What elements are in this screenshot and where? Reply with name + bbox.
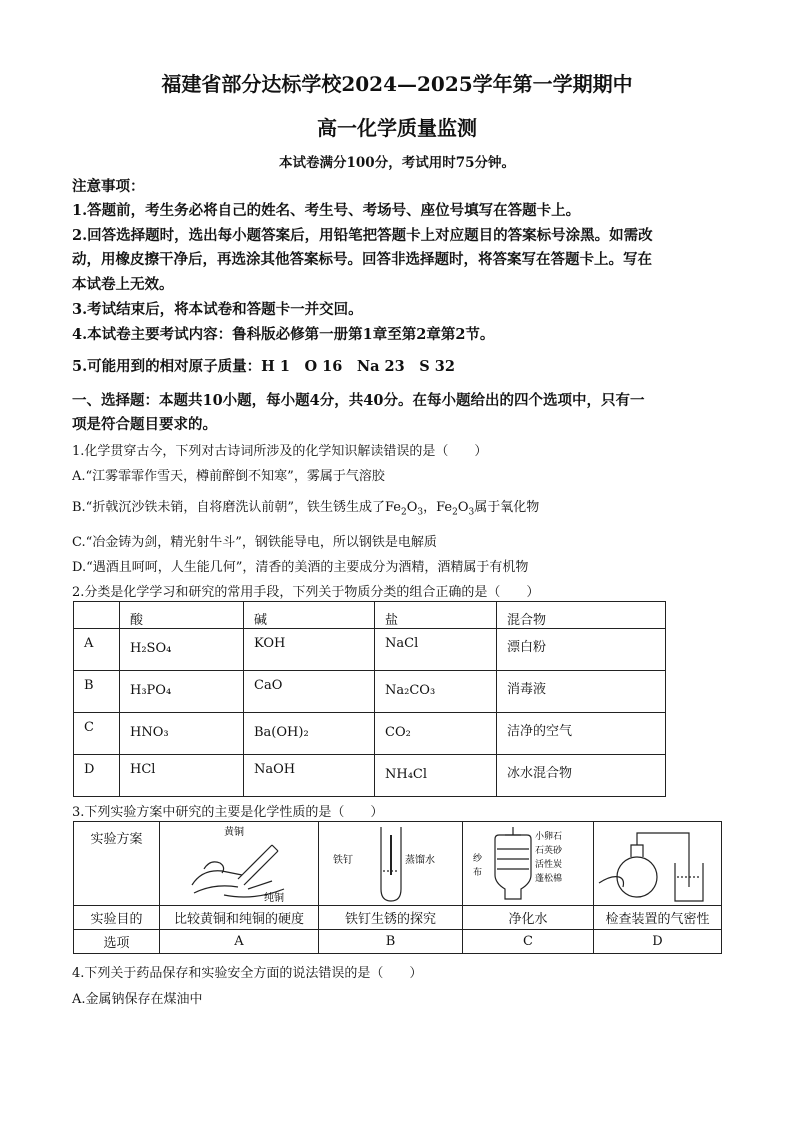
table-row xyxy=(74,755,666,797)
q2-cell-base: CaO xyxy=(244,671,375,713)
q3-table xyxy=(73,821,722,954)
note-3: 3.考试结束后，将本试卷和答题卡一并交回。 xyxy=(72,301,363,318)
section-1-line-2: 项是符合题目要求的。 xyxy=(72,416,217,433)
q3-figure-c xyxy=(463,822,594,906)
title-line-1: 福建省部分达标学校2024—2025学年第一学期期中 xyxy=(161,72,633,96)
q2-cell-salt: NaCl xyxy=(375,629,497,671)
q2-cell-mixture: 消毒液 xyxy=(497,671,666,713)
q2-header-acid: 酸 xyxy=(120,602,244,629)
q2-header-blank xyxy=(74,602,120,629)
table-row xyxy=(74,671,666,713)
q2-cell-mixture: 冰水混合物 xyxy=(497,755,666,797)
q2-cell-salt: CO₂ xyxy=(375,713,497,755)
q2-row-label: B xyxy=(74,671,120,713)
q2-table xyxy=(73,601,666,797)
note-2-line-2: 动，用橡皮擦干净后，再选涂其他答案标号。回答非选择题时，将答案写在答题卡上。写在 xyxy=(72,251,652,268)
q4-option-a: A.金属钠保存在煤油中 xyxy=(72,992,203,1007)
q3-purpose-a: 比较黄铜和纯铜的硬度 xyxy=(160,906,319,930)
label-pure-copper: 纯铜 xyxy=(264,892,284,904)
note-2-line-3: 本试卷上无效。 xyxy=(72,276,174,293)
notes-heading: 注意事项： xyxy=(72,178,145,195)
q2-stem: 2.分类是化学学习和研究的常用手段，下列关于物质分类的组合正确的是（ ） xyxy=(72,585,540,600)
q2-header-row xyxy=(74,602,666,629)
q2-cell-acid: HCl xyxy=(120,755,244,797)
q3-scheme-row xyxy=(74,822,722,906)
q2-cell-base: Ba(OH)₂ xyxy=(244,713,375,755)
q2-cell-acid: H₃PO₄ xyxy=(120,671,244,713)
label-brass: 黄铜 xyxy=(224,826,244,838)
q2-row-label: C xyxy=(74,713,120,755)
label-gauze-1: 纱 xyxy=(473,853,483,864)
note-2-line-1: 2.回答选择题时，选出每小题答案后，用铅笔把答题卡上对应题目的答案标号涂黑。如需改 xyxy=(72,227,653,244)
q3-purpose-c: 净化水 xyxy=(463,906,594,930)
label-pebble: 小卵石 xyxy=(535,831,563,842)
q3-figure-d xyxy=(594,822,722,906)
q2-cell-base: KOH xyxy=(244,629,375,671)
q4-stem: 4.下列关于药品保存和实验安全方面的说法错误的是（ ） xyxy=(72,966,423,981)
note-1: 1.答题前，考生务必将自己的姓名、考生号、考场号、座位号填写在答题卡上。 xyxy=(72,202,581,219)
q3-option-b: B xyxy=(319,930,463,954)
q2-header-mixture: 混合物 xyxy=(497,602,666,629)
q3-option-d: D xyxy=(594,930,722,954)
q3-scheme-label: 实验方案 xyxy=(74,822,160,906)
q2-cell-mixture: 洁净的空气 xyxy=(497,713,666,755)
exam-info: 本试卷满分100分，考试用时75分钟。 xyxy=(279,155,515,171)
q1-option-d: D.“遇酒且呵呵，人生能几何”，清香的美酒的主要成分为酒精，酒精属于有机物 xyxy=(72,560,529,575)
table-row xyxy=(74,713,666,755)
q1-stem: 1.化学贯穿古今，下列对古诗词所涉及的化学知识解读错误的是（ ） xyxy=(72,444,488,459)
table-row xyxy=(74,629,666,671)
title-line-2: 高一化学质量监测 xyxy=(317,116,477,140)
q2-header-salt: 盐 xyxy=(375,602,497,629)
q3-purpose-b: 铁钉生锈的探究 xyxy=(319,906,463,930)
hardness-test-illustration xyxy=(164,823,314,905)
q1-option-c: C.“冶金铸为剑，精光射牛斗”，钢铁能导电，所以钢铁是电解质 xyxy=(72,535,437,550)
label-gauze-2: 布 xyxy=(473,867,483,878)
q2-cell-salt: NH₄Cl xyxy=(375,755,497,797)
q1-option-b: B.“折戟沉沙铁未销，自将磨洗认前朝”，铁生锈生成了$Fe_2O_3$，$Fe_2O_3$属于氧化物 xyxy=(72,500,540,518)
water-filter-illustration xyxy=(465,823,591,905)
q3-purpose-d: 检查装置的气密性 xyxy=(594,906,722,930)
q3-option-a: A xyxy=(160,930,319,954)
airtightness-illustration xyxy=(595,823,721,905)
q3-purpose-label: 实验目的 xyxy=(74,906,160,930)
label-activated-carbon: 活性炭 xyxy=(535,859,563,870)
q2-row-label: D xyxy=(74,755,120,797)
q3-figure-b xyxy=(319,822,463,906)
q2-cell-acid: H₂SO₄ xyxy=(120,629,244,671)
q3-figure-a xyxy=(160,822,319,906)
q1-option-a: A.“江雾霏霏作雪天，樽前醉倒不知寒”，雾属于气溶胶 xyxy=(72,469,385,484)
label-cotton: 蓬松棉 xyxy=(535,873,563,884)
note-5: 5.可能用到的相对原子质量：H 1 O 16 Na 23 S 32 xyxy=(72,358,455,375)
label-distilled-water: 蒸馏水 xyxy=(404,854,435,866)
q2-cell-salt: Na₂CO₃ xyxy=(375,671,497,713)
q2-cell-acid: HNO₃ xyxy=(120,713,244,755)
section-1-line-1: 一、选择题：本题共10小题，每小题4分，共40分。在每小题给出的四个选项中，只有一 xyxy=(72,392,645,409)
q3-option-c: C xyxy=(463,930,594,954)
q3-option-row xyxy=(74,930,722,954)
q3-purpose-row xyxy=(74,906,722,930)
label-iron-nail: 铁钉 xyxy=(332,854,353,866)
q2-row-label: A xyxy=(74,629,120,671)
q3-stem: 3.下列实验方案中研究的主要是化学性质的是（ ） xyxy=(72,805,384,820)
note-4: 4.本试卷主要考试内容：鲁科版必修第一册第1章至第2章第2节。 xyxy=(72,326,495,343)
q2-cell-base: NaOH xyxy=(244,755,375,797)
q2-cell-mixture: 漂白粉 xyxy=(497,629,666,671)
q3-option-label: 选项 xyxy=(74,930,160,954)
label-quartz-sand: 石英砂 xyxy=(535,845,563,856)
q2-header-base: 碱 xyxy=(244,602,375,629)
rust-test-illustration xyxy=(321,823,461,905)
